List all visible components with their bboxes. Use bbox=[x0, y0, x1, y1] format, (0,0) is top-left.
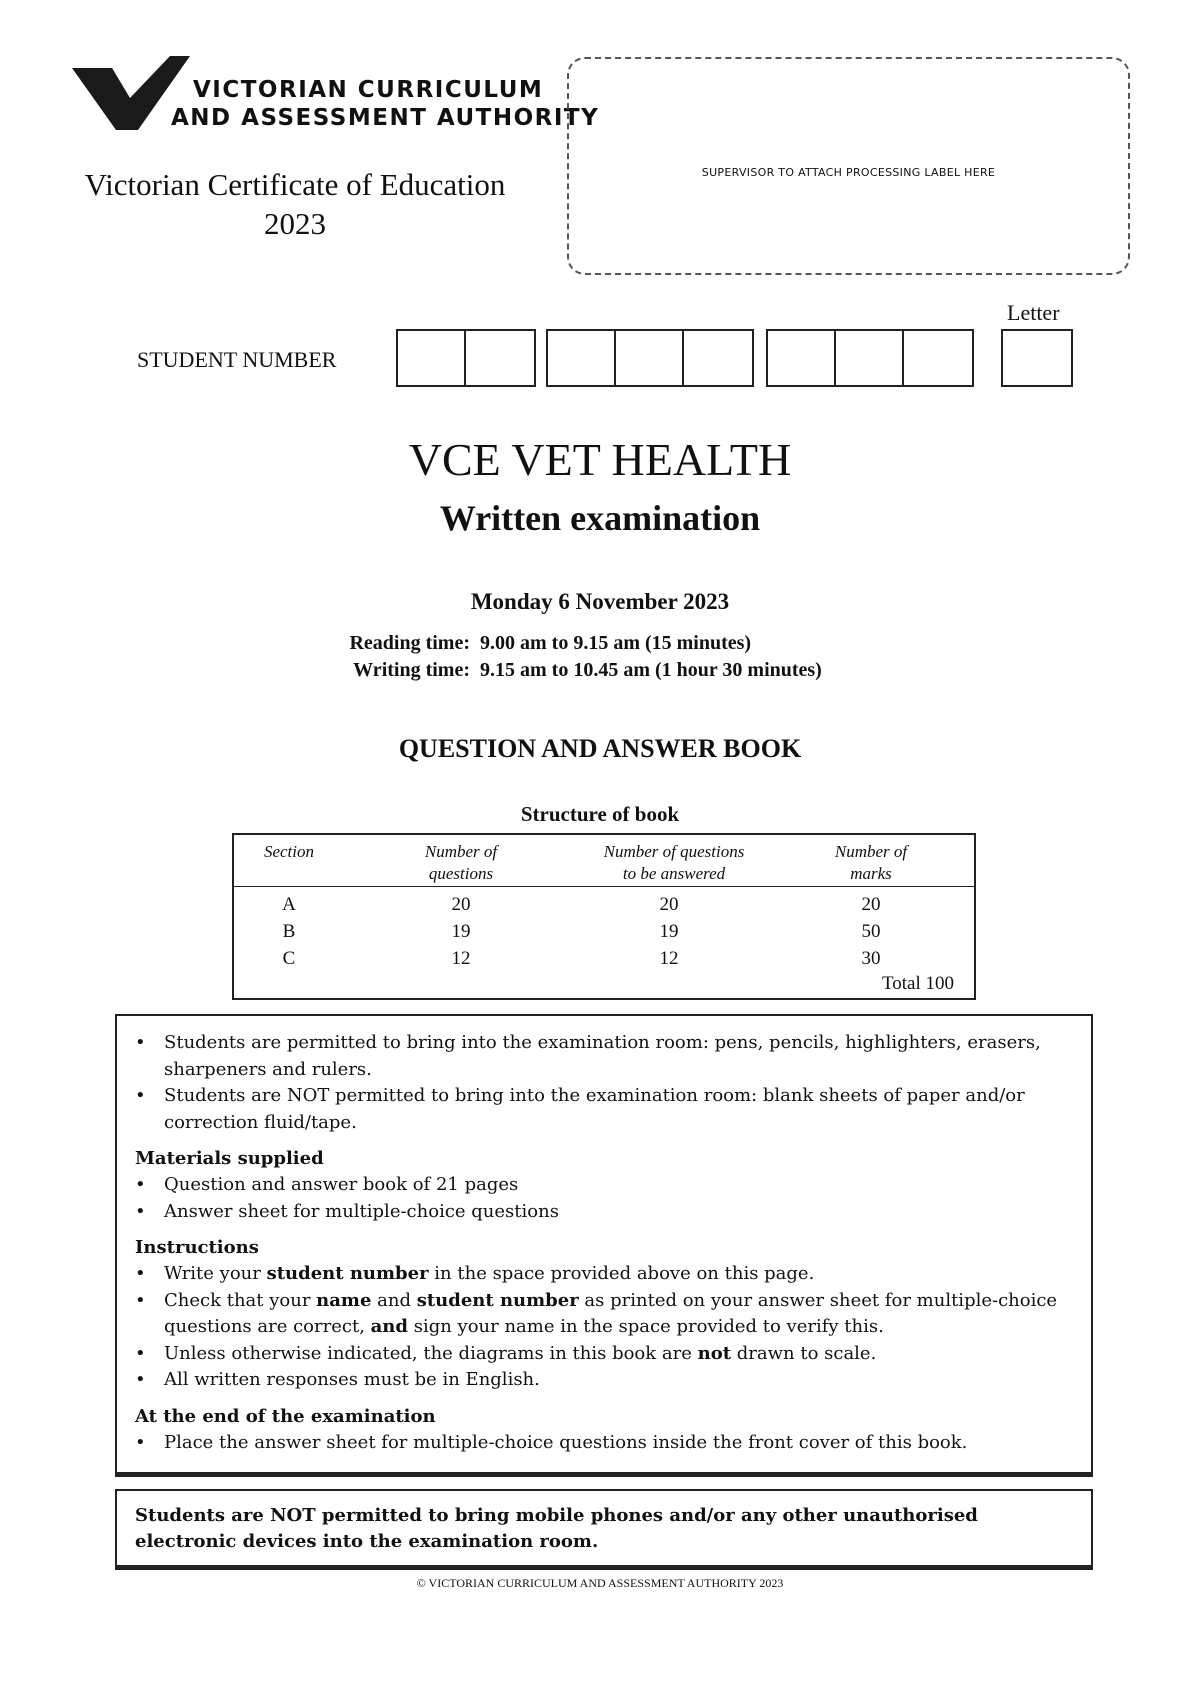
student-number-label: STUDENT NUMBER bbox=[137, 347, 337, 372]
list-item: • Question and answer book of 21 pages bbox=[135, 1172, 1065, 1199]
end-of-exam-heading: At the end of the examination bbox=[135, 1405, 436, 1427]
header-section: Section bbox=[263, 842, 315, 861]
cell-questions: 19 bbox=[451, 921, 471, 942]
processing-label-text: SUPERVISOR TO ATTACH PROCESSING LABEL HERE bbox=[701, 166, 996, 179]
text-run: Write your bbox=[164, 1263, 267, 1284]
list-item: • All written responses must be in English. bbox=[135, 1367, 1065, 1394]
reading-time-value: 9.00 am to 9.15 am (15 minutes) bbox=[480, 632, 752, 654]
exam-title: VCE VET HEALTH bbox=[408, 434, 792, 485]
materials-list bbox=[135, 1172, 1065, 1225]
certificate-year: 2023 bbox=[264, 206, 326, 241]
list-item bbox=[135, 1288, 1065, 1341]
warning-text: Students are NOT permitted to bring mobile phones and/or any other unauthorised electronic devices into the examination room. bbox=[135, 1505, 978, 1552]
text-run: as printed on your answer sheet for multiple-choice questions are correct, bbox=[164, 1289, 1058, 1337]
header-questions-to-answer-line1: Number of questions bbox=[603, 842, 745, 861]
student-number-box[interactable] bbox=[466, 331, 534, 385]
instructions-list bbox=[135, 1261, 1065, 1394]
logo-line-2: AND ASSESSMENT AUTHORITY bbox=[171, 105, 600, 131]
list-item bbox=[135, 1261, 1065, 1288]
text-run-bold: student number bbox=[416, 1289, 579, 1311]
cell-marks: 30 bbox=[861, 948, 881, 969]
warning-box bbox=[115, 1489, 1093, 1567]
cell-section: A bbox=[282, 894, 296, 915]
materials-heading: Materials supplied bbox=[135, 1148, 324, 1169]
header-number-of-questions-line1: Number of bbox=[424, 842, 498, 861]
text-run-bold: student number bbox=[266, 1263, 429, 1284]
writing-time-value: 9.15 am to 10.45 am (1 hour 30 minutes) bbox=[480, 659, 822, 681]
student-number-box[interactable] bbox=[768, 331, 836, 385]
cell-marks: 20 bbox=[861, 894, 881, 915]
cell-questions: 12 bbox=[451, 948, 471, 969]
list-item: • Answer sheet for multiple-choice questions bbox=[135, 1199, 1065, 1226]
instructions-heading: Instructions bbox=[135, 1237, 259, 1258]
reading-time-row bbox=[338, 630, 822, 657]
permitted-list bbox=[135, 1030, 1065, 1136]
text-run-bold: not bbox=[697, 1342, 732, 1364]
student-number-box[interactable] bbox=[548, 331, 616, 385]
cell-answered: 12 bbox=[659, 948, 679, 969]
cell-questions: 20 bbox=[451, 894, 471, 915]
text-run: sign your name in the space provided to verify this. bbox=[407, 1316, 884, 1337]
student-number-group-2[interactable] bbox=[546, 329, 754, 387]
header-questions-to-answer-line2: to be answered bbox=[622, 864, 726, 883]
writing-time-label: Writing time: bbox=[353, 659, 470, 681]
structure-table bbox=[232, 833, 976, 1000]
cell-section: C bbox=[282, 948, 296, 969]
exam-subtitle: Written examination bbox=[439, 498, 761, 538]
header-number-of-marks bbox=[816, 841, 926, 885]
structure-table-header bbox=[234, 835, 974, 887]
reading-time-label: Reading time: bbox=[349, 632, 470, 654]
student-number-group-3[interactable] bbox=[766, 329, 974, 387]
text-run: and bbox=[371, 1289, 417, 1311]
header-number-of-marks-line2: marks bbox=[850, 864, 892, 883]
exam-times bbox=[338, 630, 822, 684]
student-number-box[interactable] bbox=[904, 331, 972, 385]
certificate-name: Victorian Certificate of Education bbox=[84, 167, 506, 202]
writing-time-row bbox=[338, 657, 822, 684]
list-item: • Place the answer sheet for multiple-choice questions inside the front cover of this book. bbox=[135, 1430, 1065, 1457]
instructions-box bbox=[115, 1014, 1093, 1474]
header-number-of-marks-line1: Number of bbox=[834, 842, 908, 861]
student-number-box[interactable] bbox=[836, 331, 904, 385]
cell-section: B bbox=[282, 921, 296, 942]
book-title: QUESTION AND ANSWER BOOK bbox=[398, 734, 802, 763]
list-item bbox=[135, 1341, 1065, 1368]
student-letter-group[interactable] bbox=[1001, 329, 1073, 387]
cell-answered: 19 bbox=[659, 921, 679, 942]
list-item: • Students are permitted to bring into the examination room: pens, pencils, highlighters, erasers, sharpeners and rulers. bbox=[135, 1030, 1065, 1083]
student-number-box[interactable] bbox=[616, 331, 684, 385]
header-number-of-questions-line2: questions bbox=[428, 864, 494, 883]
text-run: Check that your bbox=[164, 1289, 317, 1311]
exam-date: Monday 6 November 2023 bbox=[470, 589, 730, 614]
end-of-exam-list bbox=[135, 1430, 1065, 1457]
text-run: in the space provided above on this page. bbox=[428, 1263, 815, 1284]
structure-title: Structure of book bbox=[520, 802, 680, 826]
copyright-notice: © VICTORIAN CURRICULUM AND ASSESSMENT AUTHORITY 2023 bbox=[416, 1576, 784, 1590]
cell-marks: 50 bbox=[861, 921, 881, 942]
header-questions-to-answer bbox=[579, 841, 769, 885]
student-number-box[interactable] bbox=[684, 331, 752, 385]
text-run-bold: name bbox=[316, 1289, 372, 1311]
letter-label: Letter bbox=[1007, 300, 1060, 325]
text-run: Unless otherwise indicated, the diagrams in this book are bbox=[164, 1342, 698, 1364]
certificate-title bbox=[40, 165, 550, 243]
logo-line-1: VICTORIAN CURRICULUM bbox=[193, 77, 544, 103]
cell-answered: 20 bbox=[659, 894, 679, 915]
vcaa-logo-text bbox=[171, 76, 600, 132]
text-run: drawn to scale. bbox=[731, 1342, 877, 1364]
header-number-of-questions bbox=[406, 841, 516, 885]
student-letter-box[interactable] bbox=[1003, 331, 1071, 385]
student-number-group-1[interactable] bbox=[396, 329, 536, 387]
instructions-content bbox=[135, 1030, 1065, 1456]
list-item: • Students are NOT permitted to bring into the examination room: blank sheets of paper and/or correction fluid/tape. bbox=[135, 1083, 1065, 1136]
text-run-bold: and bbox=[370, 1316, 408, 1337]
student-number-box[interactable] bbox=[398, 331, 466, 385]
total-marks: Total 100 bbox=[881, 973, 954, 994]
